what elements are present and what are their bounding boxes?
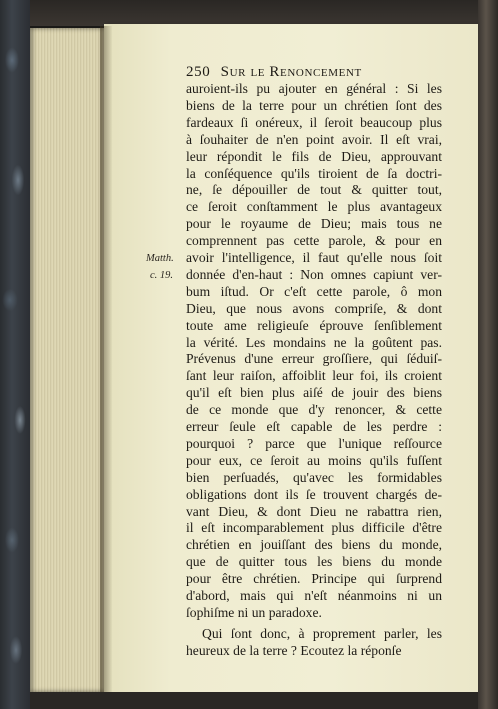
text-line: Dieu, que nous avons compriſe, & dont — [186, 300, 442, 316]
text-line: la conſéquence qu'ils tiroient de ſa doctri- — [186, 165, 442, 181]
page-gutter — [100, 26, 112, 694]
text-line: ne, ſe dépouiller de tout & quitter tout, — [186, 182, 442, 198]
marbled-cover — [0, 0, 30, 709]
text-line: qu'il eſt bien plus aiſé de jouir des biens — [186, 385, 442, 401]
running-head — [186, 64, 444, 81]
background-bottom — [30, 692, 478, 709]
text-line: auroient-ils pu ajouter en général : Si les — [186, 81, 442, 96]
text-line: bien perſuadés, qu'avec les formidables — [186, 469, 442, 485]
text-line: toute ame religieuſe éprouve ſenſiblement — [186, 317, 442, 333]
background-top — [30, 0, 478, 26]
text-line: pour eux, ce ſeroit au moins qu'ils fuſſent — [186, 452, 442, 468]
text-line: que de quitter tous les biens du monde — [186, 554, 442, 570]
text-line: donnée d'en-haut : Non omnes capiunt ver- — [186, 266, 442, 282]
text-line: la vérité. Les mondains ne la goûtent pas. — [186, 334, 442, 350]
text-line: leur répondit le fils de Dieu, approuvant — [186, 148, 442, 164]
text-line: pour le royaume de Dieu; mais tous ne — [186, 216, 442, 232]
text-line: ce ſeroit conſtamment le plus avantageux — [186, 199, 442, 215]
text-line: Qui ſont donc, à proprement parler, les — [202, 625, 442, 641]
text-line: erreur ſeule eſt capable de les perdre : — [186, 419, 442, 434]
text-line: vant Dieu, & dont Dieu ne rabattra rien, — [186, 503, 442, 519]
text-line: à ſouhaiter de n'en point avoir. Il eſt vrai, — [186, 131, 442, 147]
text-line: Prévenus d'une erreur groſſiere, qui ſéduiſ- — [186, 351, 442, 367]
margin-note-ref-2: c. 19. — [150, 270, 174, 281]
text-line: pourquoi ? parce que l'unique reſſource — [186, 435, 442, 451]
text-line: ſant leur raiſon, affoiblit leur foi, ils croient — [186, 368, 442, 384]
text-line: obligations dont ils ſe trouvent chargés de- — [186, 486, 442, 502]
text-line: pour être chrétien. Principe qui ſurprend — [186, 571, 442, 587]
text-line: de ce monde que d'y renoncer, & cette — [186, 402, 442, 418]
text-line: chrétien en jouiſſant des biens du monde, — [186, 537, 442, 553]
text-line: ſophiſme ni un paradoxe. — [186, 604, 322, 620]
page-number: 250 — [186, 64, 211, 80]
page-edges — [30, 28, 106, 692]
running-title: Sur le Renoncement — [220, 64, 362, 80]
text-line: biens de la terre pour un chrétien ſont des — [186, 97, 442, 113]
text-line: il eſt incomparablement plus difficile d'être — [186, 520, 442, 536]
text-line: heureux de la terre ? Ecoutez la réponſe — [186, 642, 402, 658]
margin-note-ref-1: Matth. — [146, 253, 174, 264]
background-right — [478, 0, 498, 709]
text-line: comprennent pas cette parole, & pour en — [186, 233, 442, 249]
text-line: avoir l'intelligence, il faut qu'elle nous ſoit — [186, 250, 442, 265]
text-line: d'abord, mais qui n'eſt néanmoins ni un — [186, 588, 442, 603]
text-line: bum iſtud. Or c'eſt cette parole, ô mon — [186, 283, 442, 299]
text-line: fardeaux ſi onéreux, il ſeroit beaucoup plus — [186, 114, 442, 130]
